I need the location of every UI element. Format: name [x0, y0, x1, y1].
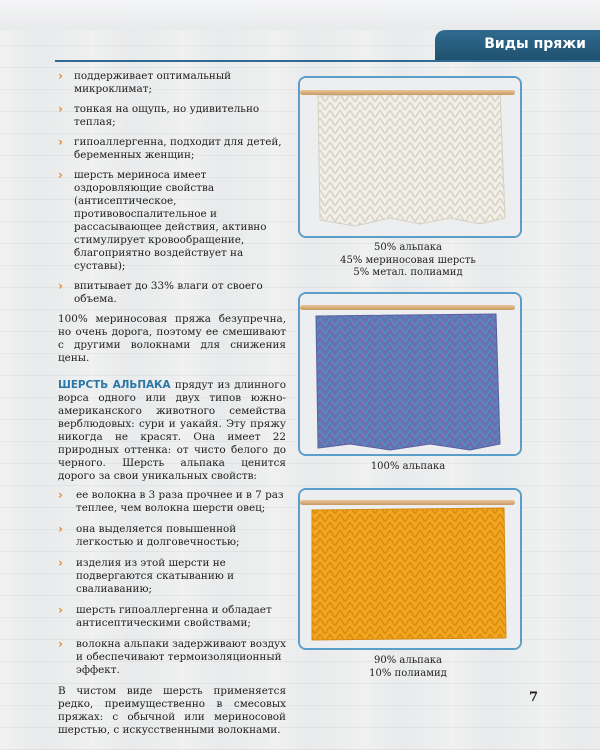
list-item [58, 280, 286, 306]
list-item-text: она выделяется повышенной легкостью и долговечностью; [76, 523, 240, 548]
list-item [58, 604, 286, 630]
swatch-caption [298, 242, 518, 280]
section-header-tab [435, 30, 600, 62]
list-item-text: поддерживает оптимальный микроклимат; [74, 70, 232, 95]
swatch-image-alpaca-100 [298, 292, 522, 456]
page-number: 7 [528, 690, 538, 705]
list-item-text: волокна альпаки задерживают воздух и обеспечивают термоизоляционный эффект. [76, 638, 287, 676]
caption-line: 50% альпака [373, 242, 442, 253]
list-item-text: впитывает до 33% влаги от своего объема. [74, 280, 263, 305]
chevron-right-icon: › [58, 488, 63, 502]
page-top-band [0, 0, 600, 30]
chevron-right-icon: › [58, 603, 63, 617]
chevron-right-icon: › [58, 168, 63, 182]
knitting-needle [300, 500, 515, 505]
caption-line: 45% мериносовая шерсть [340, 254, 476, 266]
list-item [58, 523, 286, 549]
caption-line: 90% альпака [373, 655, 442, 666]
alpaca-intro-text: прядут из длинного ворса одного или двух типов южно-американского животного семейства верблюдовых: сури и уакайя. Эту пряжу никогда не красят. Она имеет 22 природных оттенка: от чисто белого до черного. Шерсть альпака ценится дорого за свои уникальных свойств: [58, 379, 286, 482]
caption-line: 5% метал. полиамид [353, 267, 463, 278]
list-item [58, 638, 286, 677]
list-item [58, 169, 286, 273]
list-item [58, 557, 286, 596]
alpaca-term: ШЕРСТЬ АЛЬПАКА [58, 379, 171, 391]
list-item [58, 70, 286, 96]
chevron-right-icon: › [58, 135, 63, 149]
chevron-right-icon: › [58, 637, 63, 651]
swatch-image-alpaca-polyamide [298, 488, 522, 650]
knitting-needle [300, 90, 515, 95]
alpaca-bullet-list [58, 489, 286, 677]
chevron-right-icon: › [58, 556, 63, 570]
list-item-text: ее волокна в 3 раза прочнее и в 7 раз теплее, чем волокна шерсти овец; [76, 489, 284, 514]
list-item-text: изделия из этой шерсти не подвергаются скатыванию и свалиаванию; [76, 557, 235, 595]
list-item-text: гипоаллергенна, подходит для детей, беременных женщин; [74, 136, 282, 161]
section-title: Виды пряжи [484, 36, 586, 52]
list-item-text: шерсть гипоаллергенна и обладает антисептическими свойствами; [76, 604, 272, 629]
list-item-text: шерсть мериноса имеет оздоровляющие свойства (антисептическое, противовоспалительное и рассасывающее действия, активно стимулирует кровообращение, благоприятно воздействует на суставы); [74, 169, 267, 272]
swatch-caption [298, 655, 518, 680]
list-item [58, 489, 286, 515]
text-column [58, 70, 286, 743]
swatch-caption [298, 461, 518, 474]
alpaca-conclusion: В чистом виде шерсть применяется редко, преимущественно в смесовых пряжах: с обычной или мериносовой шерстью, с искусственными волокнами. [58, 685, 286, 736]
caption-line: 10% полиамид [369, 667, 447, 679]
header-rule [55, 60, 600, 62]
list-item [58, 136, 286, 162]
swatch-image-alpaca-merino-blend [298, 76, 522, 238]
caption-line: 100% альпака [370, 461, 446, 472]
merino-bullet-list [58, 70, 286, 306]
list-item [58, 103, 286, 129]
alpaca-intro [58, 379, 286, 483]
knitting-needle [300, 305, 515, 310]
chevron-right-icon: › [58, 102, 63, 116]
merino-note: 100% мериносовая пряжа безупречна, но очень дорога, поэтому ее смешивают с другими волокнами для снижения цены. [58, 313, 286, 364]
chevron-right-icon: › [58, 279, 63, 293]
list-item-text: тонкая на ощупь, но удивительно теплая; [74, 103, 260, 128]
chevron-right-icon: › [58, 522, 63, 536]
chevron-right-icon: › [58, 69, 63, 83]
